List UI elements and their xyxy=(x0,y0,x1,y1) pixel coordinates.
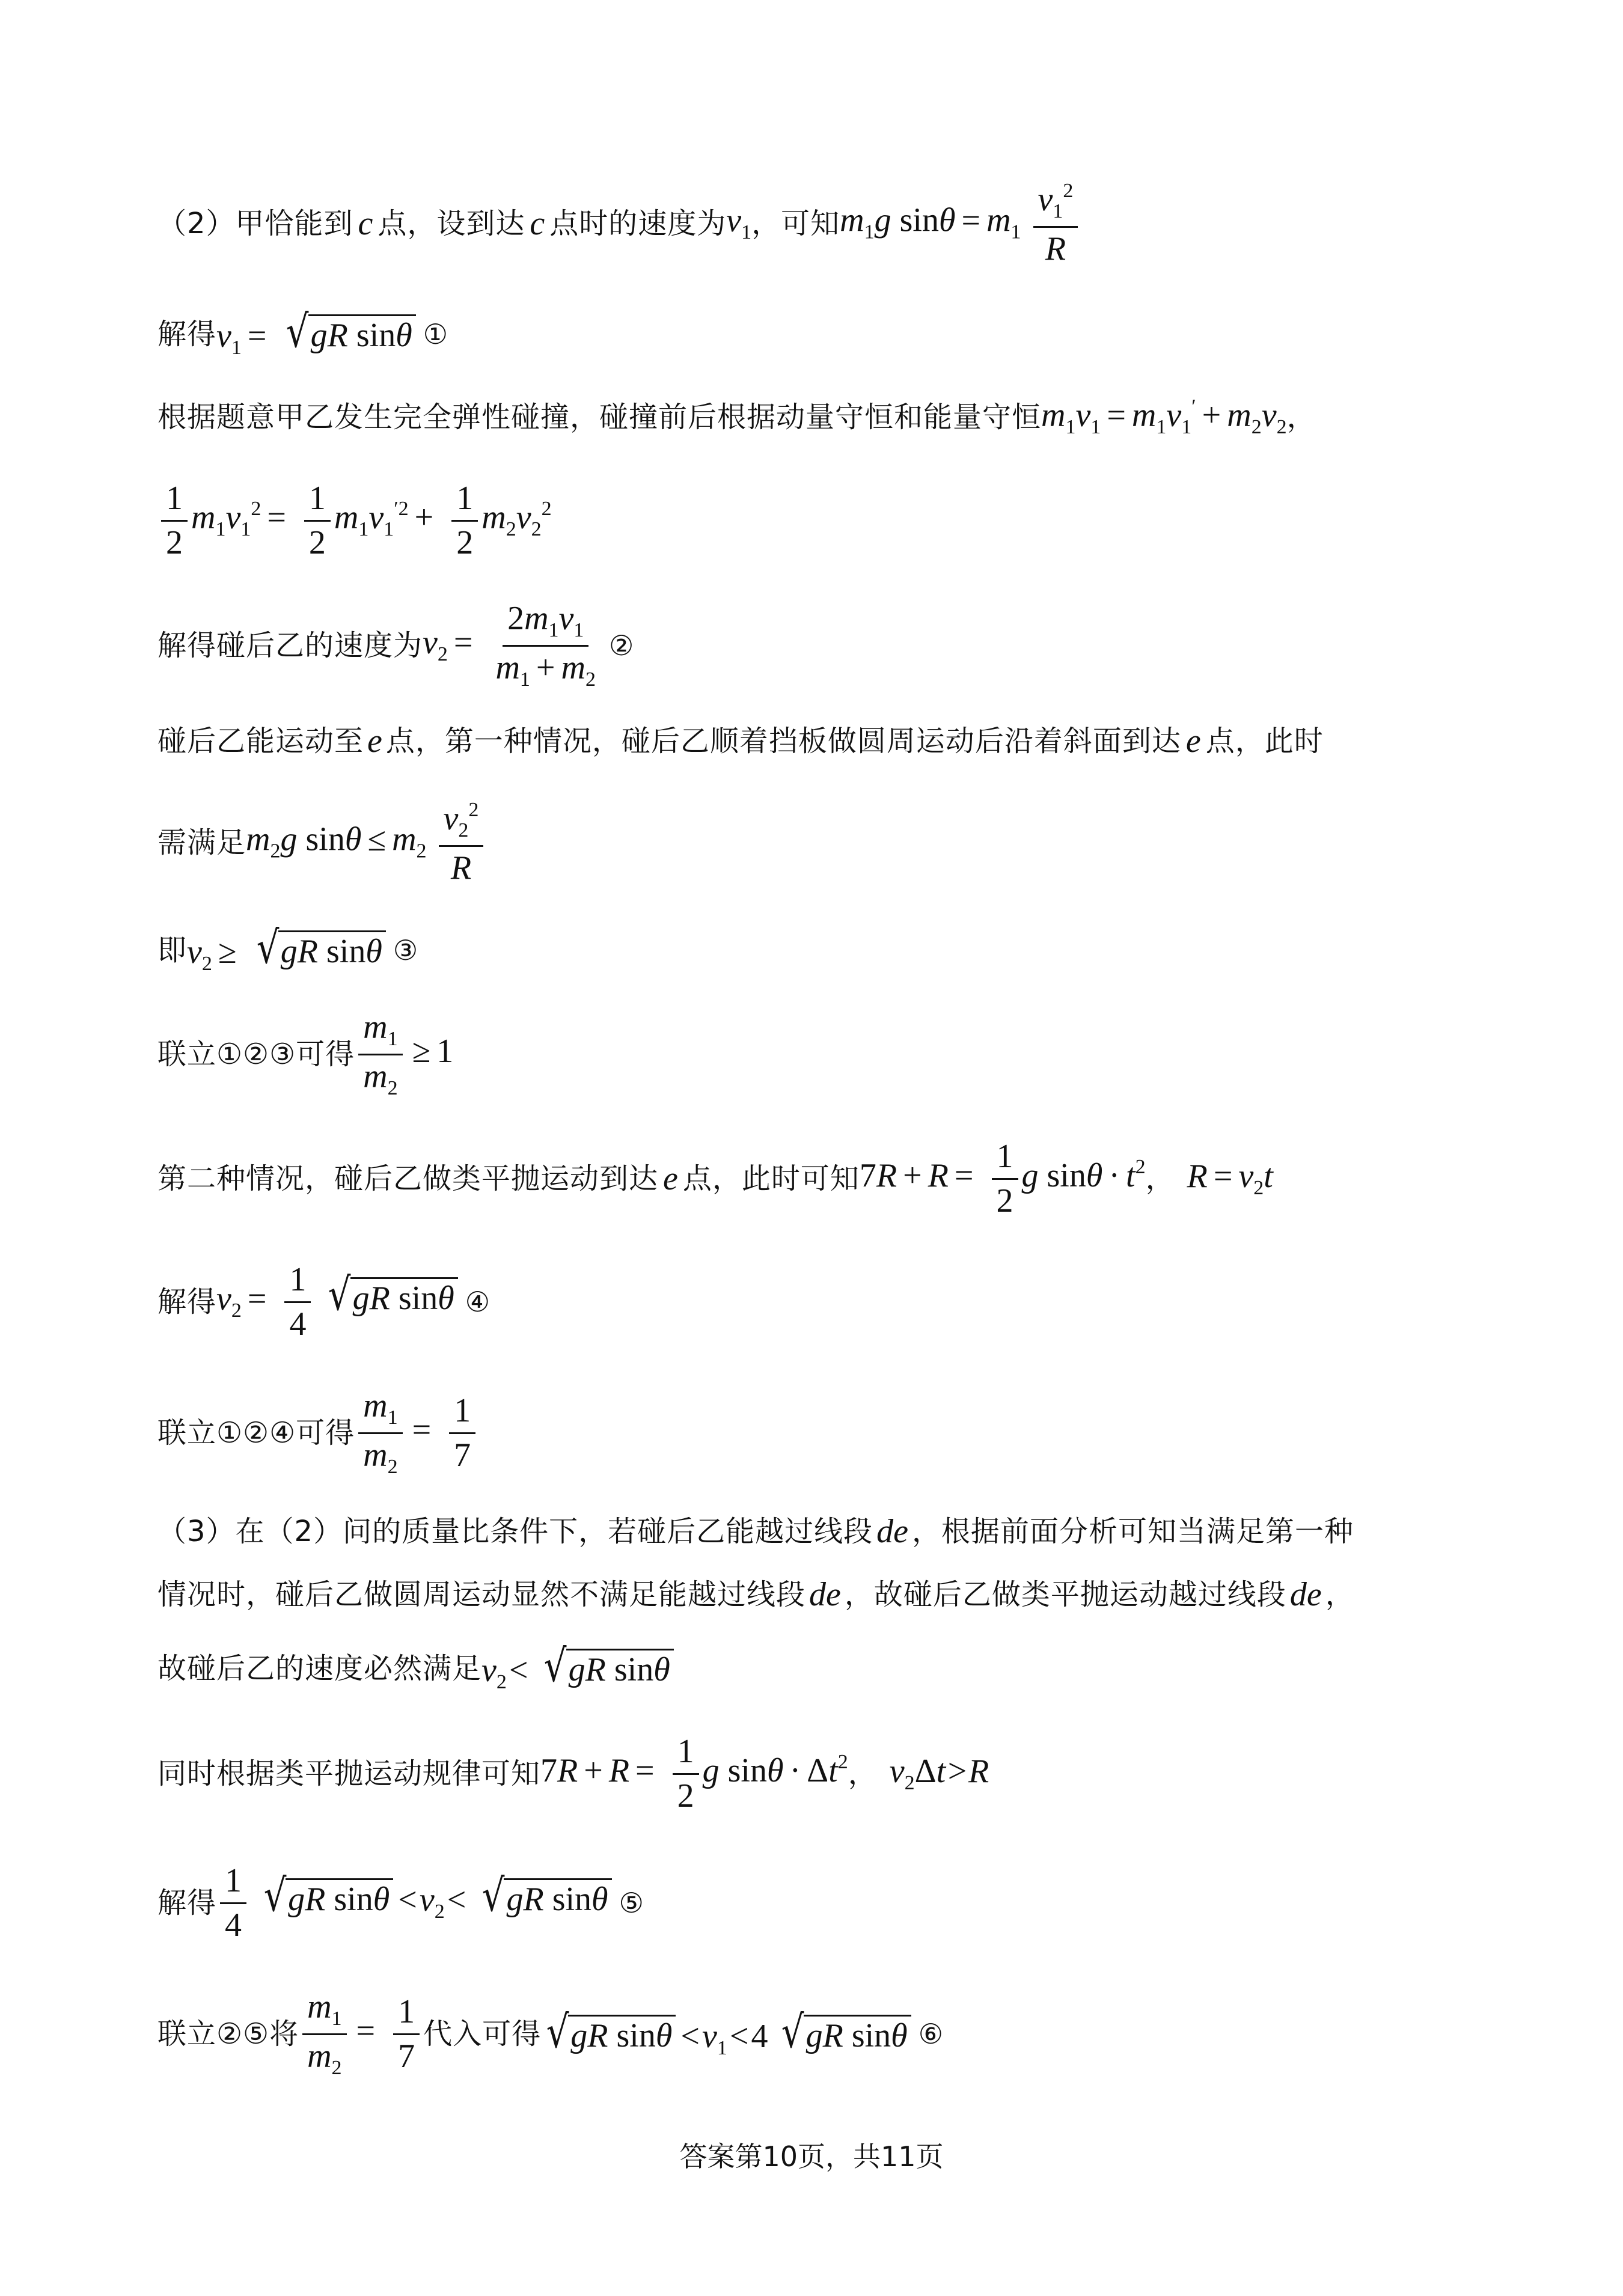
symbol-c: c xyxy=(358,204,373,242)
text-need: 需满足 xyxy=(157,825,246,859)
text-comma: ， xyxy=(848,1757,878,1791)
symbol-de: de xyxy=(876,1513,908,1550)
text-projectile-rule: 同时根据类平抛运动规律可知 xyxy=(157,1757,541,1791)
text-v2-after: 解得碰后乙的速度为 xyxy=(157,629,423,663)
page-footer: 答案第10页，共11页 xyxy=(679,2140,944,2173)
text-part2-a: （2）甲恰能到 xyxy=(157,206,353,240)
line-v2-range xyxy=(157,1863,644,1943)
formula-ratio-ge-1: $\frac{m_1}{m_2}$ ≥ 1 xyxy=(355,1010,453,1099)
marker-2: ② xyxy=(608,629,634,662)
line-solve-v1 xyxy=(157,306,448,359)
line-ratio-one xyxy=(157,1010,453,1099)
text-collision: 根据题意甲乙发生完全弹性碰撞，碰撞前后根据动量守恒和能量守恒 xyxy=(157,400,1042,434)
formula-projectile-dt: 7R + R = $\frac{1}{2}$ g $\sin\theta \cdot \Delta t^2$ xyxy=(540,1733,848,1815)
text-jiede: 解得 xyxy=(157,1285,217,1319)
text-part2-b: 点，设到达 xyxy=(377,206,525,240)
text-combine-124: 联立①②④可得 xyxy=(157,1416,355,1450)
formula-r-eq: $R = v_2t$ xyxy=(1187,1157,1273,1199)
formula-v2-bound: $v_2$ ≥ √ gR sinθ xyxy=(187,926,388,974)
line-part2-intro xyxy=(157,180,1081,266)
marker-6: ⑥ xyxy=(918,2018,943,2051)
formula-ratio-seventh: $\frac{m_1}{m_2}$ = $\frac{1}{7}$ xyxy=(355,1388,479,1477)
text-case1-a: 碰后乙能运动至 xyxy=(157,724,364,758)
formula-momentum: $m_1v_1 = m_1v_1' + m_2v_2$ xyxy=(1041,395,1287,438)
text-case2-a: 第二种情况，碰后乙做类平抛运动到达 xyxy=(157,1162,659,1196)
text-case2-b: 点，此时可知 xyxy=(682,1162,860,1196)
text-part3-b: ，根据前面分析可知当满足第一种 xyxy=(911,1515,1354,1548)
formula-v2-range: $\frac{1}{4}$ √ gR sinθ $<v_2<$ √ gR sinθ xyxy=(216,1863,614,1943)
text-comma: ， xyxy=(1286,400,1316,434)
text-combine-25-b: 代入可得 xyxy=(423,2017,542,2051)
line-v2-quarter xyxy=(157,1262,490,1342)
formula-v2: $v_2$ = $\frac{2m_1v_1}{m_1 + m_2}$ xyxy=(423,600,596,691)
formula-v1-range: √ gR sinθ $<v_1<4$ √ gR sinθ xyxy=(541,2010,914,2059)
symbol-e: e xyxy=(367,722,382,760)
text-jiede: 解得 xyxy=(157,1886,217,1920)
line-part3-a xyxy=(157,1515,1354,1548)
text-combine-25-a: 联立②⑤将 xyxy=(157,2017,299,2051)
symbol-e: e xyxy=(663,1160,678,1198)
text-part2-d: ，可知 xyxy=(751,206,840,240)
line-energy xyxy=(157,481,552,561)
text-combine-123: 联立①②③可得 xyxy=(157,1037,355,1072)
symbol-de: de xyxy=(809,1576,841,1613)
text-part3-a: （3）在（2）问的质量比条件下，若碰后乙能越过线段 xyxy=(157,1515,873,1548)
formula-v2-less: $v_2<$ √ gR sinθ xyxy=(481,1644,676,1693)
text-case1-c: 点，此时 xyxy=(1205,724,1324,758)
text-must-satisfy: 故碰后乙的速度必然满足 xyxy=(157,1651,482,1685)
line-condition xyxy=(157,799,487,885)
line-projectile-rule xyxy=(157,1734,989,1814)
marker-3: ③ xyxy=(393,933,418,966)
formula-v1-result: $v_1$ = √ gR sinθ xyxy=(216,310,418,358)
line-v1-range xyxy=(157,1989,943,2078)
formula-force-balance: $m_1g$ $\sin\theta = m_1$ $\frac{v_1^2}{R}$ xyxy=(840,180,1081,266)
formula-condition: $m_2g$ $\sin\theta \le m_2$ $\frac{v_2^2}{R}$ xyxy=(246,799,487,885)
text-ji: 即 xyxy=(157,933,188,967)
formula-v1: $v_1$ xyxy=(726,202,752,244)
line-v2-bound xyxy=(157,922,418,975)
text-part3-d: ，故碰后乙做类平抛运动越过线段 xyxy=(844,1578,1286,1611)
line-collision xyxy=(157,397,1316,438)
marker-1: ① xyxy=(423,317,448,350)
line-v2-less xyxy=(157,1640,676,1693)
line-ratio-seventh xyxy=(157,1388,479,1477)
text-part3-e: ， xyxy=(1325,1578,1355,1611)
symbol-c: c xyxy=(530,204,545,242)
text-jiede: 解得 xyxy=(157,317,217,351)
line-case-one xyxy=(157,724,1324,758)
marker-4: ④ xyxy=(465,1286,490,1319)
formula-v2dt: $v_2\Delta t>R$ xyxy=(889,1752,989,1794)
formula-projectile: 7R + R = $\frac{1}{2}$ g $\sin\theta \cdot t^2$ xyxy=(859,1138,1146,1220)
text-comma: ， xyxy=(1145,1162,1175,1196)
formula-energy: $\frac{1}{2}$ $m_1v_1^2$ = $\frac{1}{2}$ $m_1v_1^{'2}$ + $\frac{1}{2}$ $m_2v_2^2$ xyxy=(157,481,552,561)
line-v2-result xyxy=(157,601,634,690)
line-case-two xyxy=(157,1139,1273,1219)
symbol-e: e xyxy=(1185,722,1201,760)
text-case1-b: 点，第一种情况，碰后乙顺着挡板做圆周运动后沿着斜面到达 xyxy=(385,724,1181,758)
marker-5: ⑤ xyxy=(619,1887,644,1920)
formula-v2-quarter: $v_2$ = $\frac{1}{4}$ √ gR sinθ xyxy=(216,1262,460,1342)
line-part3-b xyxy=(157,1578,1355,1611)
symbol-de: de xyxy=(1289,1576,1322,1613)
text-part3-c: 情况时，碰后乙做圆周运动显然不满足能越过线段 xyxy=(157,1578,806,1611)
formula-ratio-sub: $\frac{m_1}{m_2}$ = $\frac{1}{7}$ xyxy=(299,1989,423,2078)
text-part2-c: 点时的速度为 xyxy=(549,206,727,240)
